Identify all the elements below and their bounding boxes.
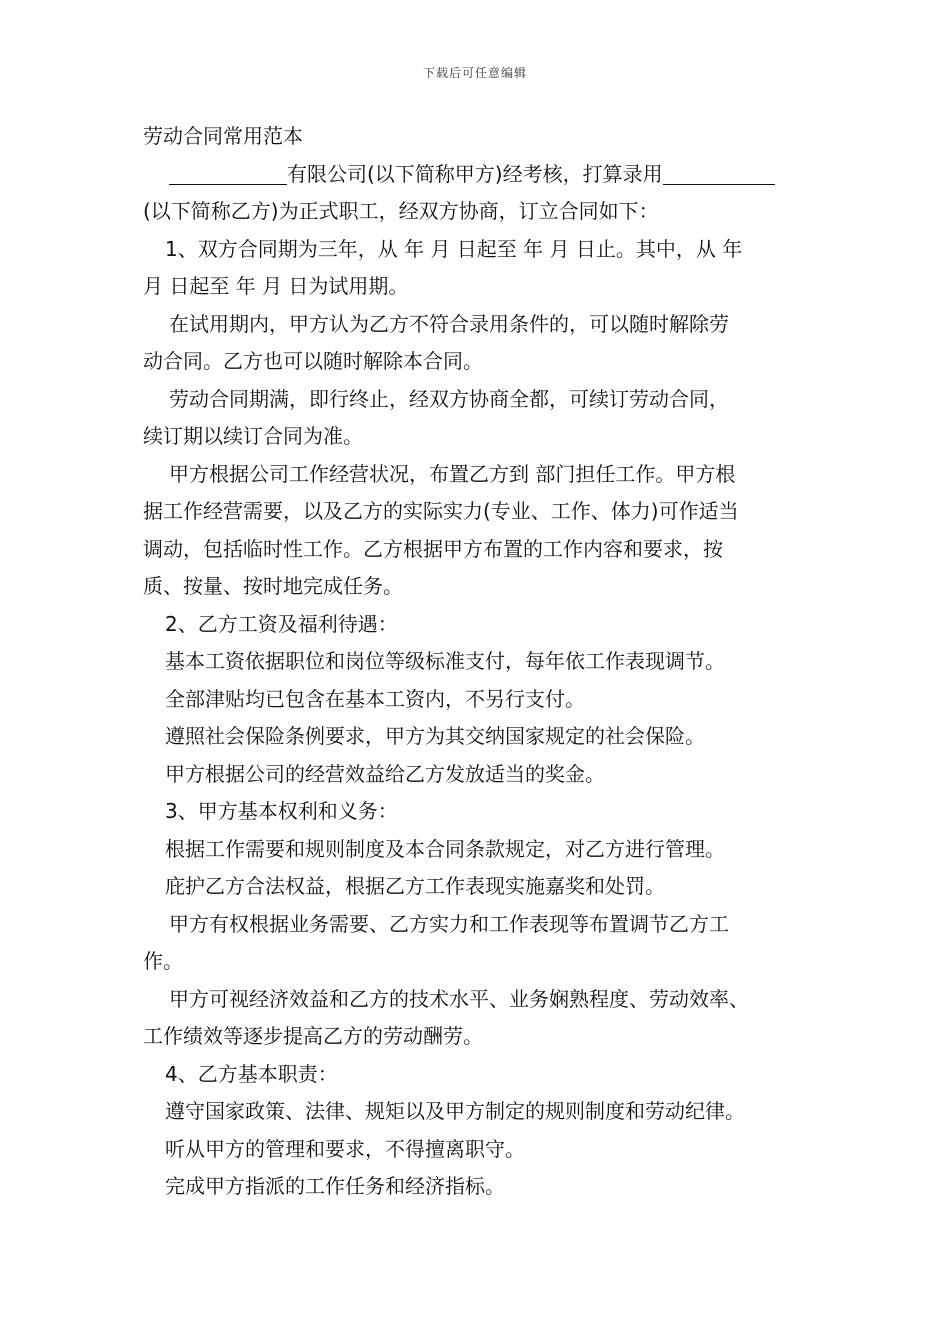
- paragraph-line: 根据工作需要和规则制度及本合同条款规定，对乙方进行管理。: [165, 836, 725, 861]
- section-heading: 4、乙方基本职责：: [165, 1061, 338, 1086]
- paragraph-line: 据工作经营需要，以及乙方的实际实力(专业、工作、体力)可作适当: [143, 499, 739, 523]
- paragraph-line: 甲方有权根据业务需要、乙方实力和工作表现等布置调节乙方工: [169, 911, 729, 936]
- blank-employee-name: [663, 162, 775, 185]
- paragraph-line: 工作绩效等逐步提高乙方的劳动酬劳。: [143, 1024, 483, 1048]
- paragraph-line: (以下简称乙方)为正式职工，经双方协商，订立合同如下：: [143, 199, 659, 223]
- paragraph-line: 质、按量、按时地完成任务。: [143, 574, 403, 598]
- paragraph-line: 听从甲方的管理和要求，不得擅离职守。: [165, 1136, 525, 1161]
- paragraph-line: 完成甲方指派的工作任务和经济指标。: [165, 1174, 505, 1198]
- section-heading: 2、乙方工资及福利待遇：: [165, 611, 398, 636]
- paragraph-line: 在试用期内，甲方认为乙方不符合录用条件的，可以随时解除劳: [169, 311, 729, 336]
- page-header: 下载后可任意编辑: [422, 66, 527, 80]
- paragraph-line: 劳动合同期满，即行终止，经双方协商全都，可续订劳动合同，: [169, 386, 729, 411]
- paragraph-line: 遵守国家政策、法律、规矩以及甲方制定的规则制度和劳动纪律。: [165, 1099, 745, 1123]
- paragraph-text: 有限公司(以下简称甲方)经考核，打算录用: [287, 161, 663, 186]
- paragraph-line: [143, 156, 813, 194]
- paragraph-line: 甲方根据公司的经营效益给乙方发放适当的奖金。: [165, 761, 605, 786]
- paragraph-line: 庇护乙方合法权益，根据乙方工作表现实施嘉奖和处罚。: [165, 874, 665, 898]
- document-body: [143, 118, 813, 1206]
- paragraph-line: 甲方可视经济效益和乙方的技术水平、业务娴熟程度、劳动效率、: [169, 986, 749, 1011]
- paragraph-line: 续订期以续订合同为准。: [143, 424, 363, 448]
- paragraph-line: 基本工资依据职位和岗位等级标准支付，每年依工作表现调节。: [165, 649, 725, 673]
- paragraph-line: 作。: [143, 949, 183, 973]
- paragraph-line: 全部津贴均已包含在基本工资内，不另行支付。: [165, 686, 585, 711]
- paragraph-line: 动合同。乙方也可以随时解除本合同。: [143, 349, 483, 373]
- paragraph-line: 甲方根据公司工作经营状况，布置乙方到 部门担任工作。甲方根: [169, 461, 736, 486]
- paragraph-line: 遵照社会保险条例要求，甲方为其交纳国家规定的社会保险。: [165, 724, 705, 748]
- paragraph-line: 1、双方合同期为三年，从 年 月 日起至 年 月 日止。其中，从 年: [165, 236, 743, 261]
- blank-company-name: [169, 162, 287, 185]
- section-heading: 3、甲方基本权利和义务：: [165, 799, 398, 823]
- paragraph-line: 月 日起至 年 月 日为试用期。: [143, 274, 409, 298]
- document-title: 劳动合同常用范本: [143, 124, 303, 148]
- paragraph-line: 调动，包括临时性工作。乙方根据甲方布置的工作内容和要求，按: [143, 536, 723, 561]
